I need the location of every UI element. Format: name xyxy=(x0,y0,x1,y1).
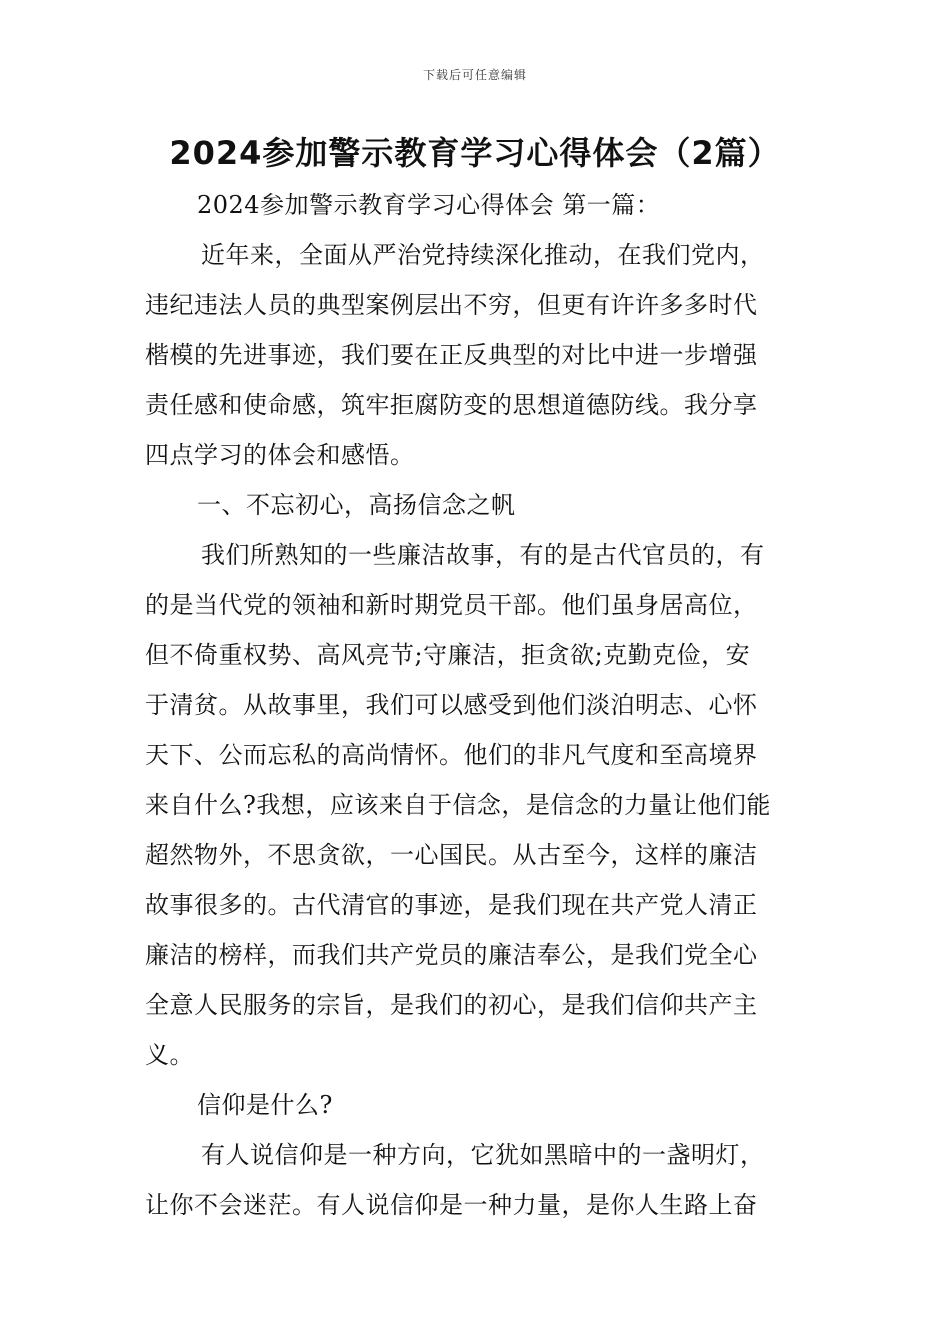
body-line: 有人说信仰是一种方向，它犹如黑暗中的一盏明灯， xyxy=(201,1141,765,1169)
body-line: 故事很多的。古代清官的事迹，是我们现在共产党人清正 xyxy=(145,891,758,919)
body-line: 义。 xyxy=(145,1041,194,1069)
body-line: 廉洁的榜样，而我们共产党员的廉洁奉公，是我们党全心 xyxy=(145,941,758,969)
body-line: 近年来，全面从严治党持续深化推动，在我们党内， xyxy=(201,241,765,269)
body-line: 我们所熟知的一些廉洁故事，有的是古代官员的，有 xyxy=(201,541,765,569)
body-line: 让你不会迷茫。有人说信仰是一种力量，是你人生路上奋 xyxy=(145,1191,758,1219)
section-heading: 一、不忘初心，高扬信念之帆 xyxy=(197,491,516,519)
body-line: 违纪违法人员的典型案例层出不穷，但更有许许多多时代 xyxy=(145,291,758,319)
header-note: 下载后可任意编辑 xyxy=(422,68,527,82)
body-line: 全意人民服务的宗旨，是我们的初心，是我们信仰共产主 xyxy=(145,991,758,1019)
body-line: 四点学习的体会和感悟。 xyxy=(145,441,415,469)
body-line: 于清贫。从故事里，我们可以感受到他们淡泊明志、心怀 xyxy=(145,691,758,719)
document-title: 2024参加警示教育学习心得体会（2篇） xyxy=(169,134,781,172)
section-subtitle: 2024参加警示教育学习心得体会 第一篇： xyxy=(197,191,661,219)
body-line: 但不倚重权势、高风亮节;守廉洁，拒贪欲;克勤克俭，安 xyxy=(145,641,751,669)
section-heading: 信仰是什么? xyxy=(197,1091,333,1119)
body-line: 超然物外，不思贪欲，一心国民。从古至今，这样的廉洁 xyxy=(145,841,758,869)
body-line: 天下、公而忘私的高尚情怀。他们的非凡气度和至高境界 xyxy=(145,741,758,769)
document-body xyxy=(145,180,809,1230)
body-line: 来自什么?我想，应该来自于信念，是信念的力量让他们能 xyxy=(145,791,771,819)
body-line: 责任感和使命感，筑牢拒腐防变的思想道德防线。我分享 xyxy=(145,391,758,419)
body-line: 楷模的先进事迹，我们要在正反典型的对比中进一步增强 xyxy=(145,341,758,369)
body-line: 的是当代党的领袖和新时期党员干部。他们虽身居高位， xyxy=(145,591,758,619)
